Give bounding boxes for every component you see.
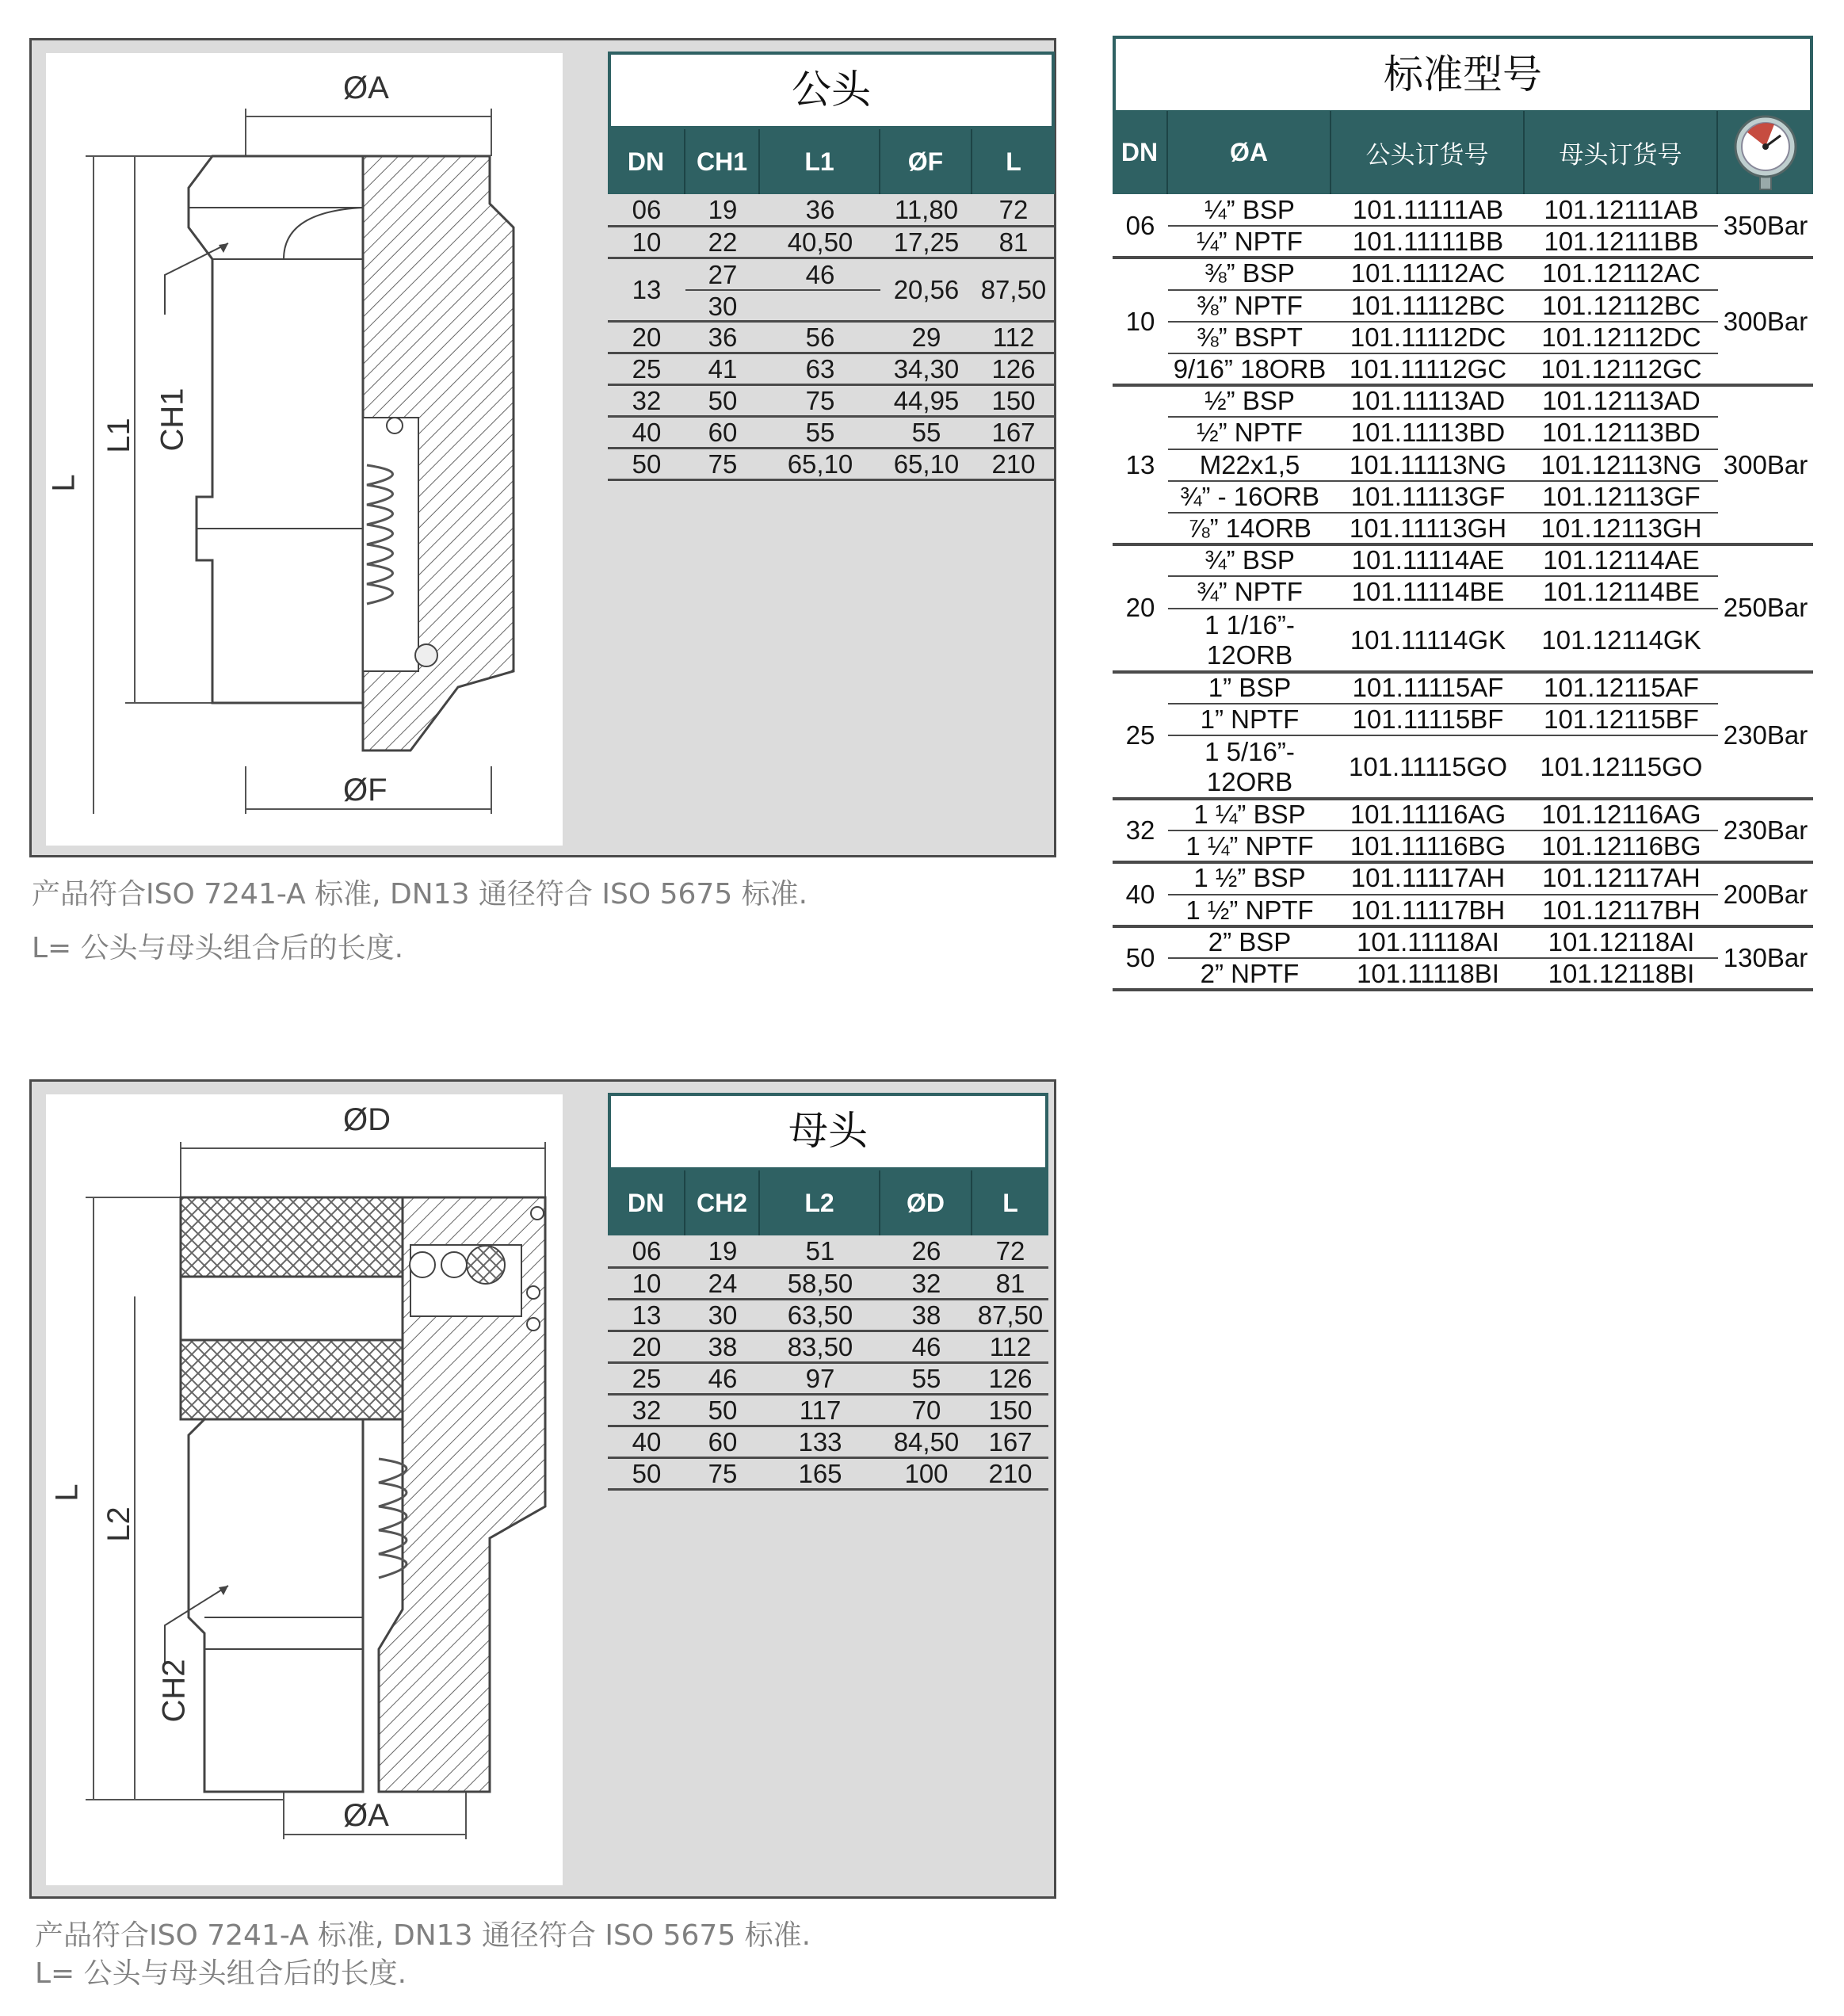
std-cell-male-order-no: 101.11114BE <box>1351 577 1505 607</box>
male-col-l: L <box>1006 147 1021 176</box>
male-title-text: 公头 <box>792 67 871 113</box>
table-row <box>608 1459 1048 1491</box>
cell-f: 20,56 <box>893 274 960 304</box>
cell-l1: 63 <box>805 353 835 384</box>
cell-l: 167 <box>991 417 1036 447</box>
table-row <box>608 1235 1048 1269</box>
cell-d: 26 <box>911 1235 941 1266</box>
cell-dn: 40 <box>632 1426 662 1457</box>
cell-ch: 50 <box>708 1395 738 1425</box>
male-table-body <box>608 194 1055 519</box>
std-cell-male-order-no: 101.11111AB <box>1352 195 1504 225</box>
std-cell-thread: ¼” BSP <box>1205 195 1295 225</box>
std-cell-thread: M22x1,5 <box>1199 449 1300 479</box>
table-row <box>608 449 1055 481</box>
std-cell-thread: 2” BSP <box>1208 926 1292 956</box>
cell-ch: 22 <box>708 227 738 257</box>
dim-label-d: ØD <box>343 1102 391 1137</box>
table-row <box>608 227 1055 259</box>
std-cell-thread: ½” BSP <box>1205 386 1295 416</box>
cell-dn: 32 <box>632 385 662 415</box>
std-cell-male-order-no: 101.11118AI <box>1357 926 1499 956</box>
male-col-ch1: CH1 <box>685 129 760 194</box>
std-cell-thread: 2” NPTF <box>1200 959 1300 989</box>
table-row <box>608 323 1055 354</box>
cell-l2: 117 <box>799 1395 842 1425</box>
cell-l: 81 <box>995 1268 1025 1298</box>
table-row <box>608 259 1055 323</box>
std-cell-dn: 06 <box>1125 211 1155 241</box>
cell-l: 112 <box>989 1331 1032 1361</box>
table-row <box>608 1364 1048 1396</box>
cell-d: 46 <box>911 1331 941 1361</box>
cell-l: 87,50 <box>980 274 1047 304</box>
cell-ch: 60 <box>708 1426 738 1457</box>
dim-label-l: L <box>46 474 82 492</box>
table-row <box>608 418 1055 449</box>
cell-dn: 06 <box>632 194 662 224</box>
std-cell-female-order-no: 101.12113GF <box>1542 481 1701 511</box>
male-col-dn: DN <box>608 129 685 194</box>
cell-l: 126 <box>991 353 1036 384</box>
dim-label-a: ØA <box>343 1798 389 1833</box>
cell-l1: 46 <box>805 260 835 289</box>
std-cell-female-order-no: 101.12113NG <box>1540 449 1702 479</box>
std-cell-pressure: 300Bar <box>1723 449 1808 479</box>
std-cell-male-order-no: 101.11116AG <box>1350 800 1506 830</box>
std-cell-female-order-no: 101.12116AG <box>1541 800 1701 830</box>
table-row <box>608 354 1055 386</box>
female-col-ch2: CH2 <box>685 1170 760 1235</box>
cell-l: 210 <box>991 449 1036 479</box>
std-cell-female-order-no: 101.12115BF <box>1544 704 1699 734</box>
female-col-d: ØD <box>880 1170 972 1235</box>
cell-ch: 46 <box>708 1363 738 1393</box>
std-cell-male-order-no: 101.11115BF <box>1352 704 1504 734</box>
std-cell-thread: ¼” NPTF <box>1197 227 1303 257</box>
table-row <box>608 1332 1048 1364</box>
std-cell-male-order-no: 101.11117AH <box>1350 863 1506 893</box>
standard-table-title <box>1113 36 1813 113</box>
dim-label-l1: L1 <box>101 418 136 453</box>
female-note-length: L= 公头与母头组合后的长度. <box>35 1957 407 1990</box>
std-cell-thread: 1” NPTF <box>1200 704 1300 734</box>
std-col-female: 母头订货号 <box>1525 111 1718 194</box>
std-cell-male-order-no: 101.11112DC <box>1350 322 1506 352</box>
cell-f: 55 <box>911 417 941 447</box>
std-cell-pressure: 350Bar <box>1723 211 1808 241</box>
cell-l: 72 <box>998 194 1029 224</box>
female-table-header <box>608 1170 1048 1235</box>
cell-d: 55 <box>911 1363 941 1393</box>
cell-l1: 65,10 <box>787 449 853 479</box>
cell-ch-b: 30 <box>708 292 738 321</box>
std-col-pressure <box>1718 111 1813 194</box>
female-table-body <box>608 1235 1048 1497</box>
cell-l1: 75 <box>805 385 835 415</box>
std-cell-male-order-no: 101.11113GH <box>1349 514 1507 544</box>
std-cell-female-order-no: 101.12116BG <box>1541 831 1701 861</box>
std-cell-female-order-no: 101.12112DC <box>1541 322 1701 352</box>
cell-l2: 83,50 <box>787 1331 853 1361</box>
cell-l2: 165 <box>798 1458 842 1488</box>
std-cell-female-order-no: 101.12112AC <box>1542 258 1701 288</box>
cell-l2: 133 <box>798 1426 842 1457</box>
std-cell-female-order-no: 101.12112GC <box>1540 354 1702 384</box>
male-note-length: L= 公头与母头组合后的长度. <box>32 932 404 964</box>
std-cell-thread: ⅜” BSPT <box>1197 322 1303 352</box>
std-cell-female-order-no: 101.12111AB <box>1544 195 1699 225</box>
cell-dn: 06 <box>632 1235 662 1266</box>
male-note-standard: 产品符合ISO 7241-A 标准, DN13 通径符合 ISO 5675 标准. <box>32 878 808 911</box>
cell-l: 72 <box>995 1235 1025 1266</box>
dim-label-l2: L2 <box>101 1506 136 1542</box>
std-cell-female-order-no: 101.12114BE <box>1543 577 1700 607</box>
std-cell-thread: 1 ½” BSP <box>1193 863 1306 893</box>
cell-l: 167 <box>988 1426 1033 1457</box>
std-cell-male-order-no: 101.11115GO <box>1349 752 1507 781</box>
male-col-l1: L1 <box>760 129 880 194</box>
std-cell-female-order-no: 101.12115GO <box>1540 752 1703 781</box>
cell-dn: 25 <box>632 1363 662 1393</box>
std-cell-male-order-no: 101.11112GC <box>1349 354 1507 384</box>
std-cell-male-order-no: 101.11112BC <box>1350 290 1506 320</box>
cell-l2: 51 <box>805 1235 835 1266</box>
cell-f: 17,25 <box>893 227 960 257</box>
std-cell-female-order-no: 101.12117BH <box>1542 895 1701 925</box>
std-cell-male-order-no: 101.11116BG <box>1350 831 1506 861</box>
std-cell-male-order-no: 101.11112AC <box>1350 258 1506 288</box>
male-col-f: ØF <box>880 129 972 194</box>
std-cell-male-order-no: 101.11114AE <box>1351 545 1505 575</box>
std-cell-female-order-no: 101.12112BC <box>1542 290 1701 320</box>
cell-l1: 56 <box>805 322 835 352</box>
std-cell-male-order-no: 101.11118BI <box>1357 959 1499 989</box>
cell-dn: 10 <box>632 227 662 257</box>
std-col-dn: DN <box>1113 111 1168 194</box>
std-cell-thread: ⅞” 14ORB <box>1188 514 1311 544</box>
cell-l: 126 <box>988 1363 1033 1393</box>
cell-l: 210 <box>988 1458 1033 1488</box>
std-cell-dn: 50 <box>1125 942 1155 972</box>
cell-l: 81 <box>998 227 1029 257</box>
std-cell-male-order-no: 101.11111BB <box>1352 227 1504 257</box>
table-row <box>608 1300 1048 1332</box>
standard-table-header <box>1113 111 1813 194</box>
table-row <box>608 194 1055 227</box>
std-col-male: 公头订货号 <box>1331 111 1525 194</box>
cell-ch: 36 <box>708 322 738 352</box>
std-cell-female-order-no: 101.12118AI <box>1548 926 1695 956</box>
std-cell-female-order-no: 101.12114AE <box>1543 545 1700 575</box>
cell-ch: 75 <box>708 449 738 479</box>
table-row <box>608 1427 1048 1459</box>
cell-l: 112 <box>992 322 1035 352</box>
cell-dn: 20 <box>632 322 662 352</box>
cell-dn: 20 <box>632 1331 662 1361</box>
std-cell-thread: ½” NPTF <box>1197 418 1303 448</box>
cell-ch-a: 27 <box>708 260 738 289</box>
cell-f: 65,10 <box>893 449 960 479</box>
female-note-standard: 产品符合ISO 7241-A 标准, DN13 通径符合 ISO 5675 标准. <box>35 1919 811 1952</box>
std-cell-dn: 25 <box>1125 720 1155 750</box>
cell-d: 38 <box>911 1300 941 1330</box>
std-cell-female-order-no: 101.12113AD <box>1542 386 1701 416</box>
cell-d: 70 <box>911 1395 941 1425</box>
std-cell-female-order-no: 101.12115AF <box>1544 672 1699 702</box>
cell-ch: 38 <box>708 1331 738 1361</box>
std-cell-pressure: 200Bar <box>1723 879 1808 909</box>
cell-dn: 32 <box>632 1395 662 1425</box>
cell-dn: 13 <box>632 274 662 304</box>
std-cell-dn: 32 <box>1125 815 1155 846</box>
std-cell-thread: ⅜” BSP <box>1205 258 1295 288</box>
cell-dn: 25 <box>632 353 662 384</box>
cell-ch: 19 <box>708 1235 738 1266</box>
female-coupler-panel <box>29 1079 1056 1899</box>
std-cell-male-order-no: 101.11113GF <box>1350 481 1506 511</box>
std-cell-pressure: 230Bar <box>1723 815 1808 846</box>
std-cell-thread: ¾” NPTF <box>1197 577 1303 607</box>
cell-l2: 97 <box>805 1363 835 1393</box>
std-cell-pressure: 130Bar <box>1723 942 1808 972</box>
std-cell-dn: 40 <box>1125 879 1155 909</box>
std-cell-pressure: 300Bar <box>1723 306 1808 336</box>
cell-d: 84,50 <box>893 1426 960 1457</box>
std-cell-thread: 1 ¼” NPTF <box>1185 831 1314 861</box>
cell-ch: 75 <box>708 1458 738 1488</box>
std-cell-male-order-no: 101.11113BD <box>1350 418 1506 448</box>
std-cell-thread: 9/16” 18ORB <box>1173 354 1327 384</box>
std-cell-male-order-no: 101.11115AF <box>1352 672 1504 702</box>
standard-title-text: 标准型号 <box>1384 52 1542 97</box>
cell-dn: 50 <box>632 449 662 479</box>
std-cell-thread: 1” BSP <box>1208 672 1292 702</box>
cell-l2: 63,50 <box>787 1300 853 1330</box>
cell-ch: 30 <box>708 1300 738 1330</box>
cell-l: 150 <box>991 385 1036 415</box>
std-cell-pressure: 230Bar <box>1723 720 1808 750</box>
cell-ch: 50 <box>708 385 738 415</box>
std-cell-thread: 1 ¼” BSP <box>1193 800 1306 830</box>
std-cell-female-order-no: 101.12113BD <box>1542 418 1701 448</box>
std-cell-male-order-no: 101.11114GK <box>1350 624 1506 655</box>
cell-l1: 55 <box>805 417 835 447</box>
std-cell-female-order-no: 101.12114GK <box>1541 624 1701 655</box>
cell-dn: 13 <box>632 1300 662 1330</box>
dim-label-ch2: CH2 <box>156 1659 192 1723</box>
std-cell-pressure: 250Bar <box>1723 593 1808 623</box>
cell-ch: 19 <box>708 194 738 224</box>
std-cell-male-order-no: 101.11117BH <box>1350 895 1506 925</box>
std-cell-thread: ¾” BSP <box>1205 545 1295 575</box>
std-cell-female-order-no: 101.12117AH <box>1542 863 1701 893</box>
female-table-title <box>608 1093 1048 1170</box>
male-table-header <box>608 129 1055 194</box>
cell-l1: 40,50 <box>787 227 853 257</box>
male-coupler-drawing <box>46 53 563 846</box>
dim-label-a: ØA <box>343 71 389 105</box>
table-row <box>608 1396 1048 1427</box>
row-split-line <box>685 289 880 291</box>
dim-label-l: L <box>49 1483 85 1502</box>
female-col-dn: DN <box>608 1170 685 1235</box>
cell-ch: 60 <box>708 417 738 447</box>
female-col-l: L <box>1002 1188 1018 1217</box>
dim-label-f: ØF <box>343 773 388 808</box>
dim-label-ch1: CH1 <box>155 388 190 452</box>
female-coupler-drawing <box>46 1094 563 1885</box>
std-cell-female-order-no: 101.12113GH <box>1540 514 1702 544</box>
pressure-gauge-icon <box>1733 115 1798 191</box>
cell-d: 100 <box>904 1458 949 1488</box>
cell-dn: 40 <box>632 417 662 447</box>
female-title-text: 母头 <box>788 1108 868 1154</box>
std-cell-dn: 20 <box>1125 593 1155 623</box>
std-cell-dn: 13 <box>1125 449 1155 479</box>
cell-l: 150 <box>988 1395 1033 1425</box>
table-row <box>608 386 1055 418</box>
cell-f: 34,30 <box>893 353 960 384</box>
std-cell-female-order-no: 101.12118BI <box>1548 959 1695 989</box>
std-cell-dn: 10 <box>1125 306 1155 336</box>
male-coupler-panel <box>29 38 1056 857</box>
cell-l: 87,50 <box>977 1300 1044 1330</box>
cell-f: 11,80 <box>894 194 959 224</box>
cell-dn: 10 <box>632 1268 662 1298</box>
std-cell-thread: 1 ½” NPTF <box>1185 895 1314 925</box>
male-table-title <box>608 52 1055 129</box>
std-cell-thread: 1 5/16”- 12ORB <box>1205 737 1295 796</box>
cell-ch: 24 <box>708 1268 738 1298</box>
std-col-a: ØA <box>1168 111 1331 194</box>
female-coupler-section-svg <box>46 1094 563 1885</box>
cell-d: 32 <box>911 1268 941 1298</box>
std-cell-thread: 1 1/16”- 12ORB <box>1205 609 1295 670</box>
cell-l1: 36 <box>805 194 835 224</box>
std-cell-female-order-no: 101.12111BB <box>1544 227 1699 257</box>
std-cell-male-order-no: 101.11113NG <box>1349 449 1507 479</box>
female-col-l2: L2 <box>760 1170 880 1235</box>
cell-l2: 58,50 <box>787 1268 853 1298</box>
standard-table-body <box>1113 194 1813 995</box>
cell-dn: 50 <box>632 1458 662 1488</box>
std-cell-thread: ¾” - 16ORB <box>1179 481 1320 511</box>
std-cell-thread: ⅜” NPTF <box>1197 290 1303 320</box>
cell-f: 29 <box>911 322 941 352</box>
std-cell-male-order-no: 101.11113AD <box>1350 386 1506 416</box>
table-row <box>608 1269 1048 1300</box>
cell-ch: 41 <box>708 353 738 384</box>
std-group-divider <box>1113 988 1813 991</box>
cell-f: 44,95 <box>893 385 960 415</box>
